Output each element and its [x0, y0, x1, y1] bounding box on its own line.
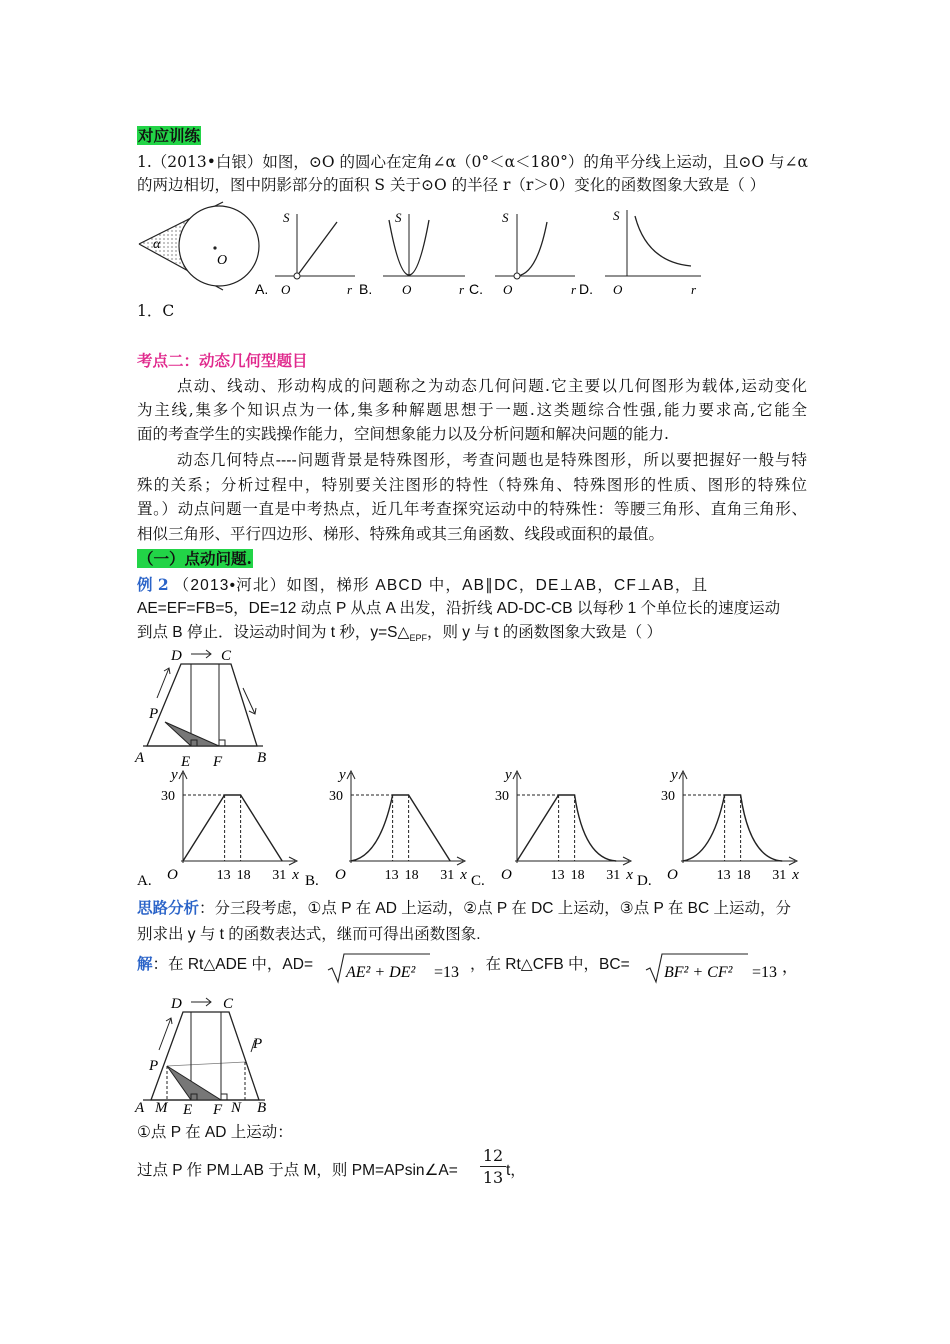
svg-text:r: r: [459, 282, 465, 297]
option-b-label: B.: [359, 281, 373, 297]
subsection-title: （一）点动问题.: [138, 549, 252, 568]
function-curve: [683, 795, 782, 861]
kaodian2-p1-line1: 点动、线动、形动构成的问题称之为动态几何问题.它主要以几何图形为载体,运动变化: [177, 377, 807, 395]
svg-text:C: C: [221, 648, 232, 664]
x-label: x: [292, 867, 299, 883]
q1-graph-a: [255, 210, 355, 297]
trapezoid-figure-2: [133, 990, 283, 1116]
tick-13: 13: [550, 868, 565, 883]
tick-13: 13: [384, 868, 399, 883]
origin-label: O: [501, 867, 512, 883]
svg-text:O: O: [402, 282, 412, 297]
svg-text:D: D: [171, 648, 182, 664]
solution-line1: 解：在 Rt△ADE 中，AD=: [137, 956, 314, 973]
y-label: y: [339, 767, 346, 783]
option-label: D.: [637, 873, 652, 889]
solution-step2-tail: t，: [506, 1162, 526, 1179]
fraction-12-13: 12 13: [480, 1146, 506, 1189]
example2-graphs: [135, 765, 805, 891]
tick-18: 18: [570, 868, 585, 883]
origin-label: O: [167, 867, 178, 883]
kaodian2-title: 考点二：动态几何型题目: [137, 351, 308, 370]
function-curve: [351, 795, 450, 861]
svg-text:C: C: [223, 996, 234, 1012]
solution-step1: ①点 P 在 AD 上运动：: [137, 1124, 293, 1141]
example2-label: 例 2: [137, 575, 169, 594]
svg-text:r: r: [347, 282, 353, 297]
option-d-label: D.: [579, 281, 593, 297]
q1-angle-circle-figure: [135, 198, 265, 298]
option-a-label: A.: [255, 281, 269, 297]
svg-text:E: E: [183, 1102, 193, 1118]
svg-text:F: F: [213, 1102, 223, 1118]
y-label: y: [505, 767, 512, 783]
y-label: y: [171, 767, 178, 783]
x-label: x: [792, 867, 799, 883]
tick-30: 30: [329, 789, 343, 804]
example2-line2: AE=EF=FB=5，DE=12 动点 P 从点 A 出发，沿折线 AD-DC-CB 以每秒 1 个单位长的速度运动: [137, 600, 781, 617]
tick-13: 13: [716, 868, 731, 883]
svg-text:A: A: [135, 750, 145, 766]
option-label: B.: [305, 873, 319, 889]
example2-line1: 例 2 （2013•河北）如图，梯形 ABCD 中，AB∥DC，DE⊥AB，CF⊥AB，且: [137, 575, 709, 594]
option-c-label: C.: [469, 281, 483, 297]
svg-text:r: r: [571, 282, 577, 297]
svg-text:O: O: [613, 282, 623, 297]
tick-30: 30: [495, 789, 509, 804]
svg-text:=13: =13: [752, 964, 778, 981]
svg-text:r: r: [691, 282, 697, 297]
solution-label: 解: [137, 956, 153, 973]
analysis-label: 思路分析: [137, 900, 200, 917]
svg-text:P: P: [149, 1058, 159, 1074]
example2-line3: 到点 B 停止．设运动时间为 t 秒，$y=S\triangle_{EPF}$，则 y 与 t 的函数图象大致是（ ）: [137, 624, 663, 644]
tick-30: 30: [661, 789, 675, 804]
tick-31: 31: [772, 868, 787, 883]
q1-graph-d: [579, 208, 701, 297]
section-title: 对应训练: [138, 126, 201, 145]
svg-text:=13: =13: [434, 964, 460, 981]
tick-31: 31: [272, 868, 287, 883]
svg-text:E: E: [181, 754, 191, 770]
svg-text:P: P: [253, 1036, 263, 1052]
svg-text:，: ，: [782, 959, 799, 976]
kaodian2-p2-line1: 动态几何特点----问题背景是特殊图形，考查问题也是特殊图形，所以要把握好一般与特: [177, 451, 807, 469]
tick-31: 31: [440, 868, 455, 883]
svg-text:AE² + DE²: AE² + DE²: [346, 964, 416, 981]
kaodian2-p1-line2: 为主线,集多个知识点为一体,集多种解题思想于一题.这类题综合性强,能力要求高,它能全: [137, 401, 807, 419]
q1-answer: 1．C: [137, 302, 175, 320]
svg-text:S: S: [613, 208, 620, 223]
kaodian2-p2-line3: 置。）动点问题一直是中考热点，近几年考查探究运动中的特殊性：等腰三角形、直角三角形、: [137, 500, 807, 518]
tick-31: 31: [606, 868, 621, 883]
solution-part2: ，在 Rt△CFB 中，BC=: [470, 956, 630, 973]
analysis-line2: 别求出 y 与 t 的函数表达式，继而可得出函数图象.: [137, 926, 481, 943]
svg-text:P: P: [149, 706, 159, 722]
svg-text:M: M: [155, 1100, 168, 1116]
origin-label: O: [667, 867, 678, 883]
svg-text:N: N: [231, 1100, 242, 1116]
svg-text:F: F: [213, 754, 223, 770]
q1-graph-c: [469, 210, 577, 297]
tick-18: 18: [404, 868, 419, 883]
svg-text:O: O: [503, 282, 513, 297]
svg-text:S: S: [502, 210, 509, 225]
function-curve: [517, 795, 616, 861]
svg-text:B: B: [257, 1100, 267, 1116]
svg-text:A: A: [135, 1100, 145, 1116]
kaodian2-p1-line3: 面的考查学生的实践操作能力，空间想象能力以及分析问题和解决问题的能力.: [137, 425, 669, 443]
tick-18: 18: [736, 868, 751, 883]
sqrt-ae-de: [326, 952, 474, 986]
tick-18: 18: [236, 868, 251, 883]
analysis-line1: 思路分析：分三段考虑，①点 P 在 AD 上运动，②点 P 在 DC 上运动，③点 P 在 BC 上运动，分: [137, 900, 792, 917]
tick-13: 13: [216, 868, 231, 883]
q1-line1: 1.（2013•白银）如图，⊙O 的圆心在定角∠α（0°＜α＜180°）的角平分线上运动，且⊙O 与∠α: [137, 153, 808, 171]
kaodian2-p2-line2: 殊的关系；分析过程中，特别要关注图形的特性（特殊角、特殊图形的性质、图形的特殊位: [137, 476, 807, 494]
svg-text:S: S: [395, 210, 402, 225]
svg-text:D: D: [171, 996, 182, 1012]
y-label: y: [671, 767, 678, 783]
q1-graph-b: [359, 210, 465, 297]
svg-text:O: O: [281, 282, 291, 297]
kaodian2-p2-line4: 相似三角形、平行四边形、梯形、特殊角或其三角函数、线段或面积的最值。: [137, 525, 665, 543]
svg-text:S: S: [283, 210, 290, 225]
x-label: x: [626, 867, 633, 883]
solution-step2: 过点 P 作 PM⊥AB 于点 M，则 PM=APsin∠A=: [137, 1162, 458, 1179]
q1-line2: 的两边相切，图中阴影部分的面积 S 关于⊙O 的半径 r（r＞0）变化的函数图象大致是（ ）: [137, 176, 766, 194]
svg-text:BF² + CF²: BF² + CF²: [664, 964, 733, 981]
trapezoid-figure-1: [133, 644, 283, 770]
center-O-label: O: [217, 253, 228, 268]
function-curve: [183, 795, 282, 861]
svg-text:B: B: [257, 750, 267, 766]
q1-graphs: [255, 200, 715, 302]
origin-label: O: [335, 867, 346, 883]
tick-30: 30: [161, 789, 175, 804]
option-label: A.: [137, 873, 152, 889]
sqrt-bf-cf: [644, 952, 799, 986]
option-label: C.: [471, 873, 485, 889]
alpha-label: α: [153, 237, 161, 252]
x-label: x: [460, 867, 467, 883]
